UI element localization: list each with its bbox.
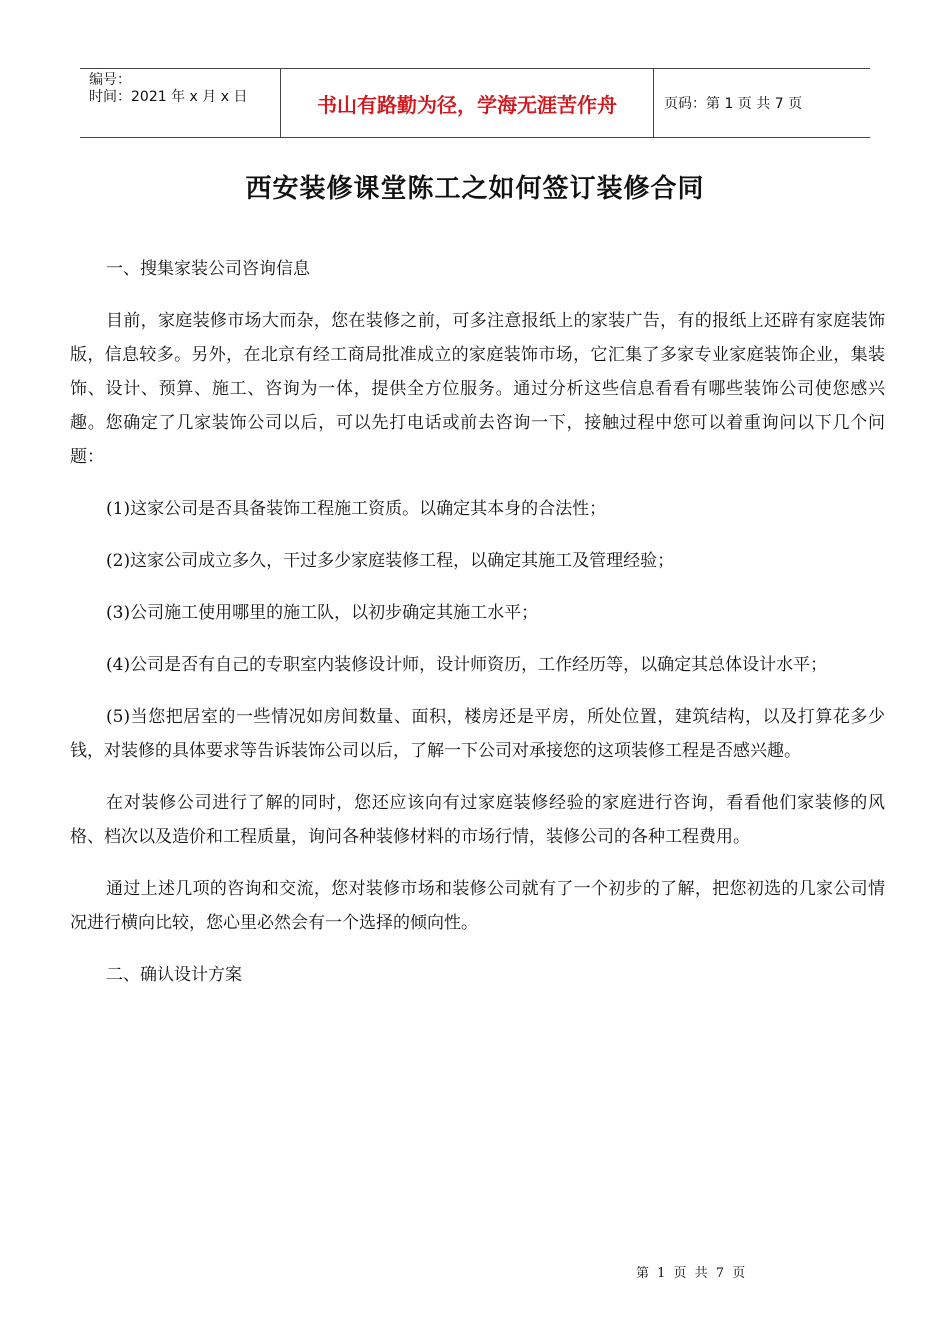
paragraph: 目前，家庭装修市场大而杂，您在装修之前，可多注意报纸上的家装广告，有的报纸上还辟有家庭装饰版，信息较多。另外，在北京有经工商局批准成立的家庭装饰市场，它汇集了多家专业家庭装饰企业，集装饰、设计、预算、施工、咨询为一体，提供全方位服务。通过分析这些信息看看有哪些装饰公司使您感兴趣。您确定了几家装饰公司以后，可以先打电话或前去咨询一下，接触过程中您可以着重询问以下几个问题：: [70, 311, 885, 467]
document-title: 西安装修课堂陈工之如何签订装修合同: [245, 174, 705, 204]
list-item: (4)公司是否有自己的专职室内装修设计师，设计师资历，工作经历等，以确定其总体设计水平；: [106, 655, 828, 675]
document-body: [70, 252, 885, 1010]
paragraph: 在对装修公司进行了解的同时，您还应该向有过家庭装修经验的家庭进行咨询，看看他们家装修的风格、档次以及造价和工程质量，询问各种装修材料的市场行情，装修公司的各种工程费用。: [70, 793, 885, 847]
section-heading: 一、搜集家装公司咨询信息: [106, 259, 310, 279]
list-item: (2)这家公司成立多久，干过多少家庭装修工程，以确定其施工及管理经验；: [106, 551, 675, 571]
list-item: (5)当您把居室的一些情况如房间数量、面积，楼房还是平房，所处位置，建筑结构，以及打算花多少钱，对装修的具体要求等告诉装饰公司以后，了解一下公司对承接您的这项装修工程是否感兴趣。: [70, 707, 885, 761]
page-header: [80, 68, 870, 138]
header-motto: 书山有路勤为径，学海无涯苦作舟: [281, 69, 654, 137]
document-date: 时间：2021 年 x 月 x 日: [89, 89, 248, 105]
list-item: (1)这家公司是否具备装饰工程施工资质。以确定其本身的合法性；: [106, 499, 607, 519]
paragraph: 通过上述几项的咨询和交流，您对装修市场和装修公司就有了一个初步的了解，把您初选的几家公司情况进行横向比较，您心里必然会有一个选择的倾向性。: [70, 879, 885, 933]
list-item: (3)公司施工使用哪里的施工队，以初步确定其施工水平；: [106, 603, 539, 623]
header-meta: [80, 69, 281, 137]
section-heading: 二、确认设计方案: [106, 965, 242, 985]
header-page-info: 页码：第 1 页 共 7 页: [664, 96, 803, 112]
page-footer: 第 1 页 共 7 页: [636, 1266, 746, 1281]
document-number-label: 编号：: [89, 72, 131, 88]
